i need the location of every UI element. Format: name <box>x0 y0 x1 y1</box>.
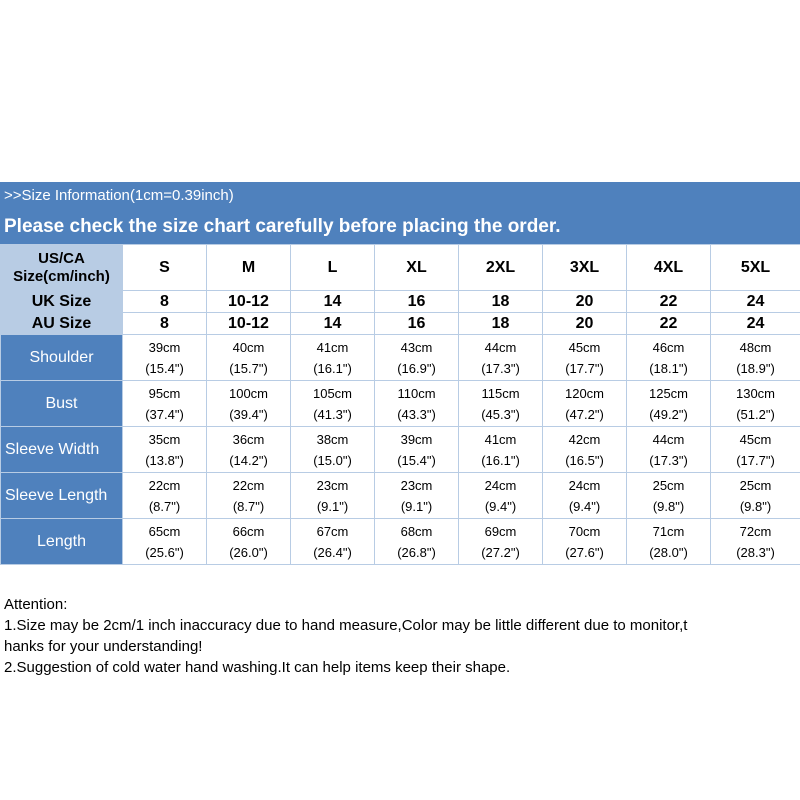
measurement-label: Shoulder <box>1 335 123 381</box>
inch-value: (27.6") <box>565 544 604 560</box>
us-size-row <box>1 245 800 291</box>
measurement-row <box>1 473 800 519</box>
cm-value: 38cm <box>316 431 349 447</box>
cm-value: 69cm <box>484 523 517 539</box>
measurement-cell <box>627 381 711 427</box>
attention-notes <box>0 594 800 678</box>
measurement-cell <box>459 519 543 565</box>
inch-value: (15.7") <box>229 360 268 376</box>
au-size-cell: 8 <box>123 313 207 335</box>
cm-value: 41cm <box>484 431 517 447</box>
cm-value: 23cm <box>400 477 433 493</box>
uk-size-label: UK Size <box>1 291 123 313</box>
au-size-cell: 14 <box>291 313 375 335</box>
cm-value: 25cm <box>652 477 685 493</box>
measurement-cell <box>711 381 800 427</box>
cm-value: 39cm <box>400 431 433 447</box>
au-size-cell: 18 <box>459 313 543 335</box>
measurement-cell <box>627 473 711 519</box>
us-size-cell: 3XL <box>543 245 627 291</box>
inch-value: (18.1") <box>649 360 688 376</box>
inch-value: (8.7") <box>148 498 181 514</box>
cm-value: 105cm <box>312 385 353 401</box>
cm-value: 72cm <box>739 523 772 539</box>
measurement-cell <box>207 473 291 519</box>
inch-value: (15.4") <box>397 452 436 468</box>
inch-value: (16.9") <box>397 360 436 376</box>
uk-size-cell: 24 <box>711 291 800 313</box>
cm-value: 71cm <box>652 523 685 539</box>
inch-value: (16.1") <box>481 452 520 468</box>
cm-value: 125cm <box>648 385 689 401</box>
cm-value: 22cm <box>232 477 265 493</box>
measurement-cell <box>459 427 543 473</box>
uk-size-cell: 16 <box>375 291 459 313</box>
inch-value: (28.0") <box>649 544 688 560</box>
inch-value: (18.9") <box>736 360 775 376</box>
us-size-cell: S <box>123 245 207 291</box>
inch-value: (43.3") <box>397 406 436 422</box>
cm-value: 36cm <box>232 431 265 447</box>
inch-value: (9.4") <box>568 498 601 514</box>
note-accuracy-line1: 1.Size may be 2cm/1 inch inaccuracy due to hand measure,Color may be little different due to monitor,t <box>4 617 688 634</box>
cm-value: 67cm <box>316 523 349 539</box>
au-size-cell: 10-12 <box>207 313 291 335</box>
measurement-cell <box>711 335 800 381</box>
measurement-cell <box>291 427 375 473</box>
measurement-row <box>1 519 800 565</box>
inch-value: (17.7") <box>565 360 604 376</box>
cm-value: 24cm <box>484 477 517 493</box>
inch-value: (17.7") <box>736 452 775 468</box>
uk-size-row <box>1 291 800 313</box>
us-size-cell: XL <box>375 245 459 291</box>
cm-value: 68cm <box>400 523 433 539</box>
us-size-cell: 5XL <box>711 245 800 291</box>
cm-value: 40cm <box>232 339 265 355</box>
inch-value: (26.4") <box>313 544 352 560</box>
inch-value: (41.3") <box>313 406 352 422</box>
measurement-cell <box>207 519 291 565</box>
measurement-cell <box>627 519 711 565</box>
uk-size-cell: 14 <box>291 291 375 313</box>
inch-value: (39.4") <box>229 406 268 422</box>
inch-value: (8.7") <box>232 498 265 514</box>
au-size-row <box>1 313 800 335</box>
measurement-label: Sleeve Width <box>1 427 123 473</box>
attention-title: Attention: <box>4 596 68 613</box>
cm-value: 23cm <box>316 477 349 493</box>
measurement-cell <box>375 381 459 427</box>
cm-value: 43cm <box>400 339 433 355</box>
measurement-cell <box>543 427 627 473</box>
cm-value: 110cm <box>397 385 436 401</box>
cm-value: 35cm <box>148 431 181 447</box>
au-size-label: AU Size <box>1 313 123 335</box>
inch-value: (27.2") <box>481 544 520 560</box>
order-notice-banner: Please check the size chart carefully before placing the order. <box>0 210 800 244</box>
measurement-cell <box>375 427 459 473</box>
measurement-cell <box>291 381 375 427</box>
cm-value: 22cm <box>148 477 181 493</box>
inch-value: (14.2") <box>229 452 268 468</box>
au-size-cell: 20 <box>543 313 627 335</box>
cm-value: 115cm <box>481 385 520 401</box>
size-info-banner: >>Size Information(1cm=0.39inch) <box>0 182 800 210</box>
inch-value: (16.1") <box>313 360 352 376</box>
inch-value: (15.0") <box>313 452 352 468</box>
cm-value: 45cm <box>739 431 772 447</box>
uk-size-cell: 10-12 <box>207 291 291 313</box>
measurement-label: Bust <box>1 381 123 427</box>
cm-value: 41cm <box>316 339 349 355</box>
measurement-row <box>1 335 800 381</box>
measurement-cell <box>627 335 711 381</box>
us-size-label-cell <box>1 245 123 291</box>
cm-value: 95cm <box>148 385 181 401</box>
measurement-cell <box>543 335 627 381</box>
measurement-label: Sleeve Length <box>1 473 123 519</box>
uk-size-cell: 22 <box>627 291 711 313</box>
inch-value: (49.2") <box>649 406 688 422</box>
uk-size-cell: 18 <box>459 291 543 313</box>
size-table-body <box>1 245 800 565</box>
measurement-cell <box>375 335 459 381</box>
note-accuracy-line2: hanks for your understanding! <box>4 638 203 655</box>
au-size-cell: 22 <box>627 313 711 335</box>
note-accuracy <box>0 615 794 657</box>
measurement-cell <box>459 473 543 519</box>
measurement-cell <box>711 473 800 519</box>
cm-value: 46cm <box>652 339 685 355</box>
cm-value: 24cm <box>568 477 601 493</box>
uk-size-cell: 8 <box>123 291 207 313</box>
measurement-cell <box>711 519 800 565</box>
note-washing: 2.Suggestion of cold water hand washing.It can help items keep their shape. <box>4 659 511 676</box>
measurement-cell <box>711 427 800 473</box>
us-size-label: US/CA <box>38 249 85 267</box>
us-size-cell: L <box>291 245 375 291</box>
us-size-cell: M <box>207 245 291 291</box>
measurement-cell <box>207 381 291 427</box>
us-size-cell: 4XL <box>627 245 711 291</box>
us-size-cell: 2XL <box>459 245 543 291</box>
cm-inch-label: Size(cm/inch) <box>13 267 110 285</box>
inch-value: (51.2") <box>736 406 775 422</box>
cm-value: 25cm <box>739 477 772 493</box>
measurement-cell <box>123 473 207 519</box>
size-chart <box>0 182 800 565</box>
measurement-cell <box>291 473 375 519</box>
inch-value: (25.6") <box>145 544 184 560</box>
cm-value: 44cm <box>652 431 685 447</box>
inch-value: (26.8") <box>397 544 436 560</box>
inch-value: (9.1") <box>400 498 433 514</box>
inch-value: (9.8") <box>739 498 772 514</box>
uk-size-cell: 20 <box>543 291 627 313</box>
cm-value: 66cm <box>232 523 265 539</box>
cm-value: 39cm <box>148 339 181 355</box>
inch-value: (9.1") <box>316 498 349 514</box>
measurement-row <box>1 427 800 473</box>
au-size-cell: 16 <box>375 313 459 335</box>
inch-value: (17.3") <box>649 452 688 468</box>
measurement-cell <box>459 381 543 427</box>
cm-value: 45cm <box>568 339 601 355</box>
measurement-cell <box>543 473 627 519</box>
size-table <box>0 244 800 565</box>
inch-value: (37.4") <box>145 406 184 422</box>
measurement-cell <box>375 473 459 519</box>
cm-value: 70cm <box>568 523 601 539</box>
cm-value: 100cm <box>228 385 269 401</box>
inch-value: (45.3") <box>481 406 520 422</box>
measurement-cell <box>207 427 291 473</box>
inch-value: (26.0") <box>229 544 268 560</box>
measurement-cell <box>291 335 375 381</box>
measurement-cell <box>543 519 627 565</box>
measurement-cell <box>123 335 207 381</box>
measurement-cell <box>627 427 711 473</box>
measurement-cell <box>543 381 627 427</box>
measurement-row <box>1 381 800 427</box>
measurement-label: Length <box>1 519 123 565</box>
measurement-cell <box>123 381 207 427</box>
inch-value: (16.5") <box>565 452 604 468</box>
inch-value: (9.4") <box>484 498 517 514</box>
cm-value: 44cm <box>484 339 517 355</box>
inch-value: (9.8") <box>652 498 685 514</box>
cm-value: 42cm <box>568 431 601 447</box>
measurement-cell <box>123 427 207 473</box>
inch-value: (17.3") <box>481 360 520 376</box>
inch-value: (15.4") <box>145 360 184 376</box>
cm-value: 130cm <box>735 385 776 401</box>
au-size-cell: 24 <box>711 313 800 335</box>
measurement-cell <box>375 519 459 565</box>
inch-value: (28.3") <box>736 544 775 560</box>
measurement-cell <box>207 335 291 381</box>
measurement-cell <box>123 519 207 565</box>
measurement-cell <box>459 335 543 381</box>
cm-value: 65cm <box>148 523 181 539</box>
inch-value: (13.8") <box>145 452 184 468</box>
inch-value: (47.2") <box>565 406 604 422</box>
cm-value: 120cm <box>564 385 605 401</box>
measurement-cell <box>291 519 375 565</box>
cm-value: 48cm <box>739 339 772 355</box>
